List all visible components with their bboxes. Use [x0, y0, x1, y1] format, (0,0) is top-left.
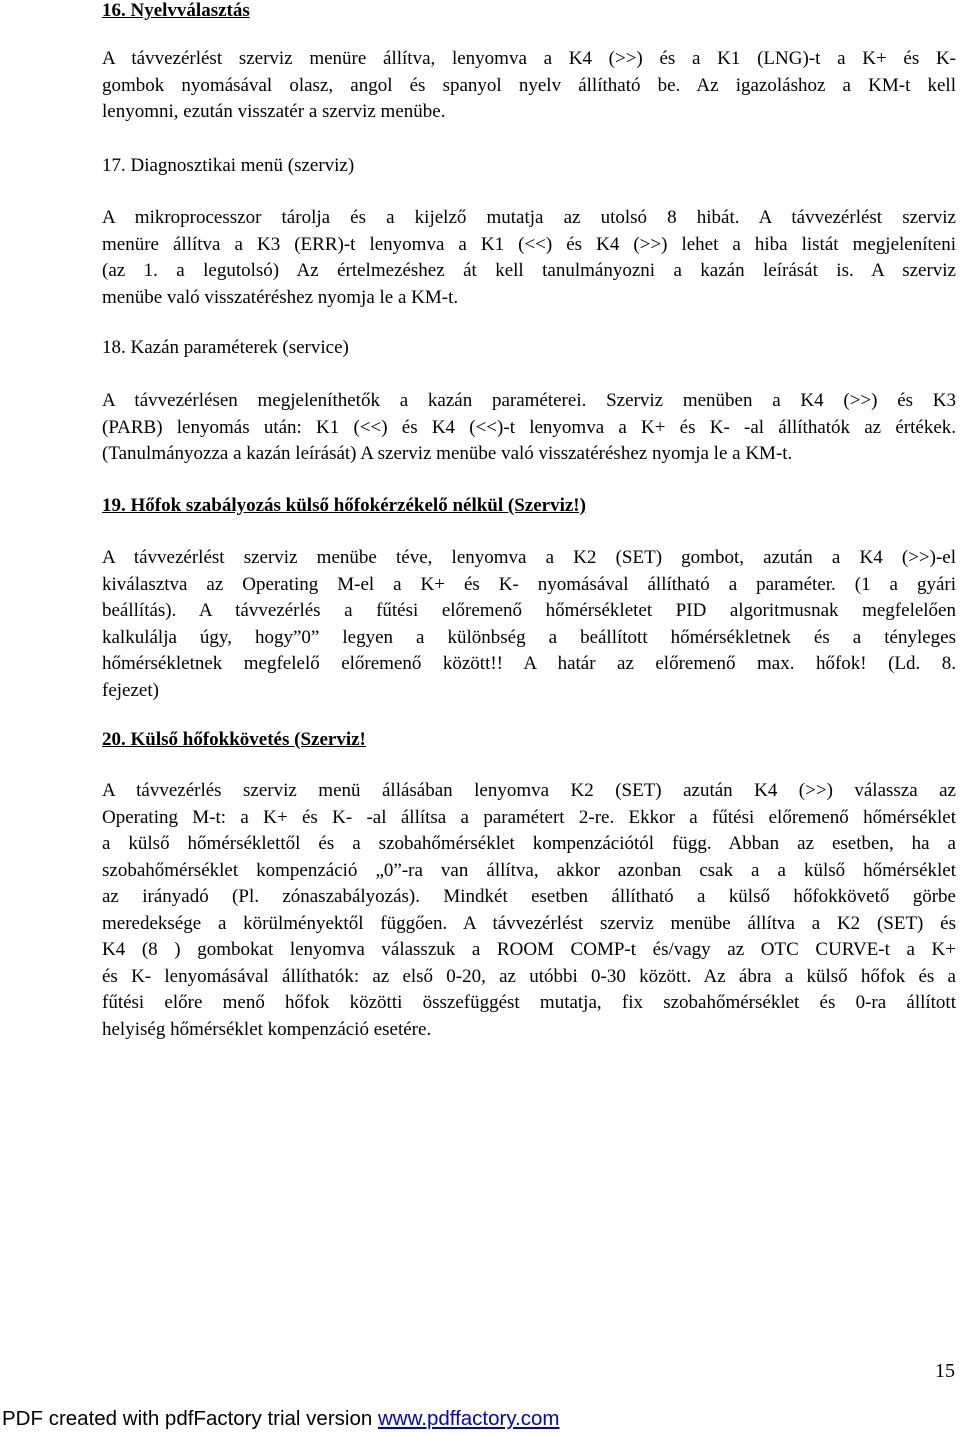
text-line: (PARB) lenyomás után: K1 (<<) és K4 (<<)-t lenyomva a K+ és K- -al állíthatók az értékek.: [102, 416, 956, 438]
section-heading-18: 18. Kazán paraméterek (service): [102, 337, 349, 358]
text-line: lenyomni, ezután visszatér a szerviz menübe.: [102, 101, 446, 122]
text-line: menüre állítva a K3 (ERR)-t lenyomva a K1 (<<) és K4 (>>) lehet a hiba listát megjeleníteni: [102, 233, 956, 255]
text-line: A távvezérlést szerviz menübe téve, lenyomva a K2 (SET) gombot, azután a K4 (>>)-el: [102, 547, 956, 568]
text-line: hőmérsékletnek megfelelő előremenő között!! A határ az előremenő max. hőfok! (Ld. 8.: [102, 653, 956, 674]
text-line: A mikroprocesszor tárolja és a kijelző mutatja az utolsó 8 hibát. A távvezérlést szerviz: [102, 207, 956, 228]
text-line: fejezet): [102, 679, 159, 701]
text-line: kiválasztva az Operating M-el a K+ és K- nyomásával állítható a paraméter. (1 a gyári: [102, 573, 956, 595]
text-line: A távvezérlésen megjeleníthetők a kazán paraméterei. Szerviz menüben a K4 (>>) és K3: [102, 390, 956, 411]
text-line: Operating M-t: a K+ és K- -al állítsa a paramétert 2-re. Ekkor a fűtési előremenő hőmérséklet: [102, 806, 956, 828]
text-line: fűtési előre menő hőfok közötti összefüggést mutatja, fix szobahőmérséklet és 0-ra állított: [102, 992, 956, 1013]
text-line: az irányadó (Pl. zónaszabályozás). Mindkét esetben állítható a külső hőfokkövető görbe: [102, 886, 956, 907]
text-line: menübe való visszatéréshez nyomja le a KM-t.: [102, 286, 459, 308]
section-body-19: [102, 545, 956, 704]
text-line: helyiség hőmérséklet kompenzáció esetére.: [102, 1018, 432, 1040]
text-line: szobahőmérséklet kompenzáció „0”-ra van állítva, akkor azonban csak a a külső hőmérséklet: [102, 859, 956, 881]
footer-text: PDF created with pdfFactory trial version: [2, 1407, 378, 1430]
text-line: K4 (8 ) gombokat lenyomva válasszuk a ROOM COMP-t és/vagy az OTC CURVE-t a K+: [102, 939, 956, 960]
page-number: 15: [935, 1360, 955, 1382]
text-line: gombok nyomásával olasz, angol és spanyol nyelv állítható be. Az igazoláshoz a KM-t kell: [102, 74, 956, 96]
section-body-17: [102, 205, 956, 311]
text-line: A távvezérlés szerviz menü állásában lenyomva K2 (SET) azután K4 (>>) válassza az: [102, 780, 956, 801]
text-line: és K- lenyomásával állíthatók: az első 0-20, az utóbbi 0-30 között. Az ábra a külső hőfok és a: [102, 965, 956, 987]
section-body-18: [102, 388, 956, 468]
text-line: kalkulálja úgy, hogy”0” legyen a különbség a beállított hőmérsékletnek és a tényleges: [102, 626, 956, 648]
section-heading-16: 16. Nyelvválasztás: [102, 0, 250, 21]
section-body-20: [102, 778, 956, 1043]
pdf-footer: [2, 1407, 560, 1431]
section-heading-17: 17. Diagnosztikai menü (szerviz): [102, 155, 355, 176]
text-line: beállítás). A távvezérlés a fűtési előremenő hőmérsékletet PID algoritmusnak megfelelően: [102, 600, 956, 621]
text-line: meredeksége a körülményektől függően. A távvezérlést szerviz menübe állítva a K2 (SET) és: [102, 912, 956, 934]
section-body-16: [102, 46, 956, 126]
text-line: (Tanulmányozza a kazán leírását) A szerviz menübe való visszatéréshez nyomja le a KM-t.: [102, 443, 793, 464]
section-heading-19: 19. Hőfok szabályozás külső hőfokérzékelő nélkül (Szerviz!): [102, 495, 586, 516]
text-line: A távvezérlést szerviz menüre állítva, lenyomva a K4 (>>) és a K1 (LNG)-t a K+ és K-: [102, 48, 956, 69]
section-heading-20: 20. Külső hőfokkövetés (Szerviz!: [102, 729, 366, 750]
footer-link[interactable]: www.pdffactory.com: [377, 1407, 560, 1430]
text-line: a külső hőmérséklettől és a szobahőmérséklet kompenzációtól függ. Abban az esetben, ha a: [102, 833, 956, 854]
text-line: (az 1. a legutolsó) Az értelmezéshez át kell tanulmányozni a kazán leírását is. A szerviz: [102, 260, 956, 281]
